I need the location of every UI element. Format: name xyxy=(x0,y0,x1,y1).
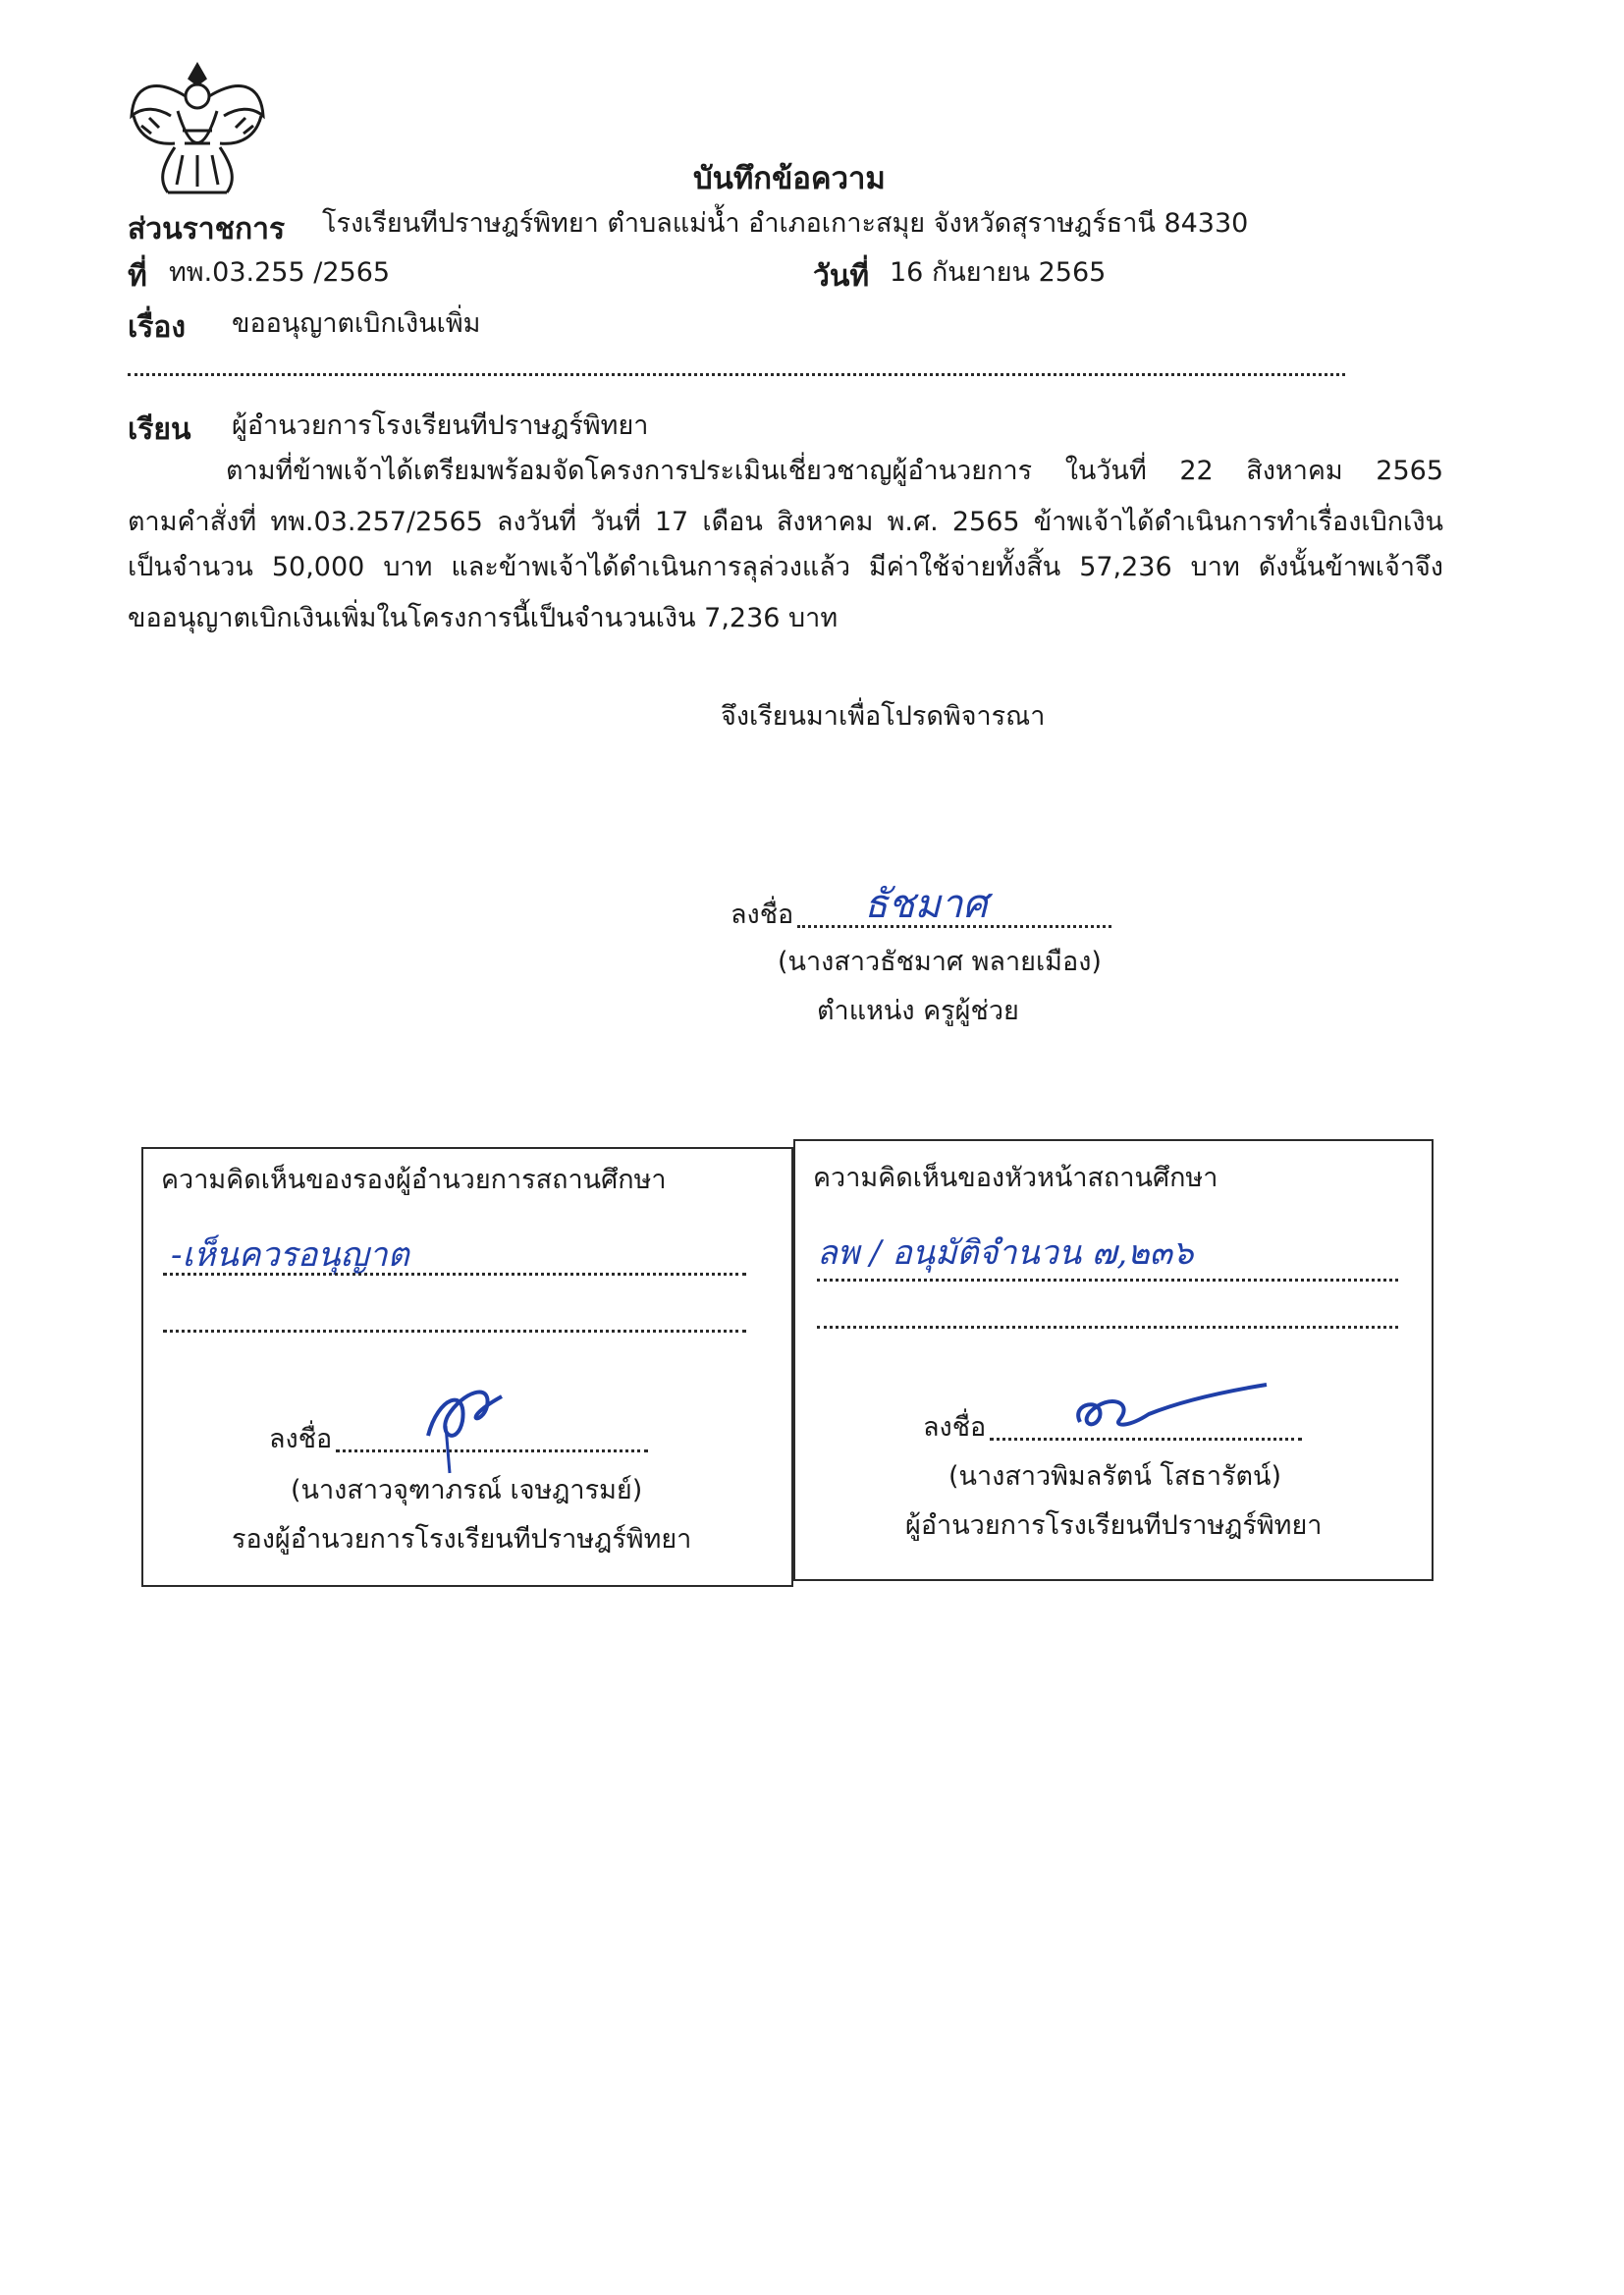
header-divider xyxy=(128,373,1345,376)
deputy-sign-label: ลงชื่อ xyxy=(269,1424,333,1454)
deputy-comment-line-1 xyxy=(163,1273,746,1276)
body-line-2: ตามคำสั่งที่ ทพ.03.257/2565 ลงวันที่ วันที่ 17 เดือน สิงหาคม พ.ศ. 2565 ข้าพเจ้าได้ดำเนินการทำเรื่องเบิกเงิน xyxy=(128,507,1443,537)
to-label: เรียน xyxy=(128,412,191,447)
director-name: (นางสาวพิมลรัตน์ โสธารัตน์) xyxy=(948,1461,1282,1492)
deputy-opinion-box xyxy=(141,1147,793,1587)
reference-label: ที่ xyxy=(128,259,147,294)
director-opinion-heading: ความคิดเห็นของหัวหน้าสถานศึกษา xyxy=(813,1163,1218,1193)
director-position: ผู้อำนวยการโรงเรียนทีปราษฎร์พิทยา xyxy=(905,1510,1323,1541)
to-value: ผู้อำนวยการโรงเรียนทีปราษฎร์พิทยา xyxy=(232,410,649,441)
director-signature xyxy=(1060,1373,1276,1451)
deputy-opinion-heading: ความคิดเห็นของรองผู้อำนวยการสถานศึกษา xyxy=(161,1165,667,1195)
director-comment-line-1 xyxy=(817,1279,1398,1282)
signer-position: ตำแหน่ง ครูผู้ช่วย xyxy=(817,996,1019,1026)
subject-label: เรื่อง xyxy=(128,310,187,345)
deputy-position: รองผู้อำนวยการโรงเรียนทีปราษฎร์พิทยา xyxy=(232,1524,692,1555)
body-line-1: ตามที่ข้าพเจ้าได้เตรียมพร้อมจัดโครงการประเมินเชี่ยวชาญผู้อำนวยการ ในวันที่ 22 สิงหาคม 2565 xyxy=(226,456,1443,486)
reference-value: ทพ.03.255 /2565 xyxy=(169,257,391,288)
director-opinion-box xyxy=(793,1139,1434,1581)
director-comment-handwriting: ลพ / อนุมัติจำนวน ๗,๒๓๖ xyxy=(817,1233,1194,1273)
signer-signature: ธัชมาศ xyxy=(864,882,988,927)
date-value: 16 กันยายน 2565 xyxy=(890,257,1107,288)
signer-name: (นางสาวธัชมาศ พลายเมือง) xyxy=(778,947,1102,977)
date-label: วันที่ xyxy=(813,259,870,294)
document-title: บันทึกข้อความ xyxy=(693,161,886,196)
director-sign-label: ลงชื่อ xyxy=(923,1412,987,1443)
garuda-emblem-icon xyxy=(124,57,271,204)
director-comment-line-2 xyxy=(817,1326,1398,1329)
deputy-comment-handwriting: -เห็นควรอนุญาต xyxy=(171,1235,409,1275)
deputy-signature xyxy=(408,1367,516,1475)
closing-text: จึงเรียนมาเพื่อโปรดพิจารณา xyxy=(721,701,1046,732)
agency-value: โรงเรียนทีปราษฎร์พิทยา ตำบลแม่น้ำ อำเภอเกาะสมุย จังหวัดสุราษฎร์ธานี 84330 xyxy=(322,208,1249,239)
deputy-name: (นางสาวจุฑาภรณ์ เจษฎารมย์) xyxy=(291,1475,643,1505)
body-line-3: เป็นจำนวน 50,000 บาท และข้าพเจ้าได้ดำเนินการลุล่วงแล้ว มีค่าใช้จ่ายทั้งสิ้น 57,236 บาท ดังนั้นข้าพเจ้าจึง xyxy=(128,552,1443,582)
signer-sign-label: ลงชื่อ xyxy=(731,900,794,930)
agency-label: ส่วนราชการ xyxy=(128,212,286,246)
deputy-comment-line-2 xyxy=(163,1330,746,1333)
body-line-4: ขออนุญาตเบิกเงินเพิ่มในโครงการนี้เป็นจำนวนเงิน 7,236 บาท xyxy=(128,603,839,633)
subject-value: ขออนุญาตเบิกเงินเพิ่ม xyxy=(232,308,481,339)
